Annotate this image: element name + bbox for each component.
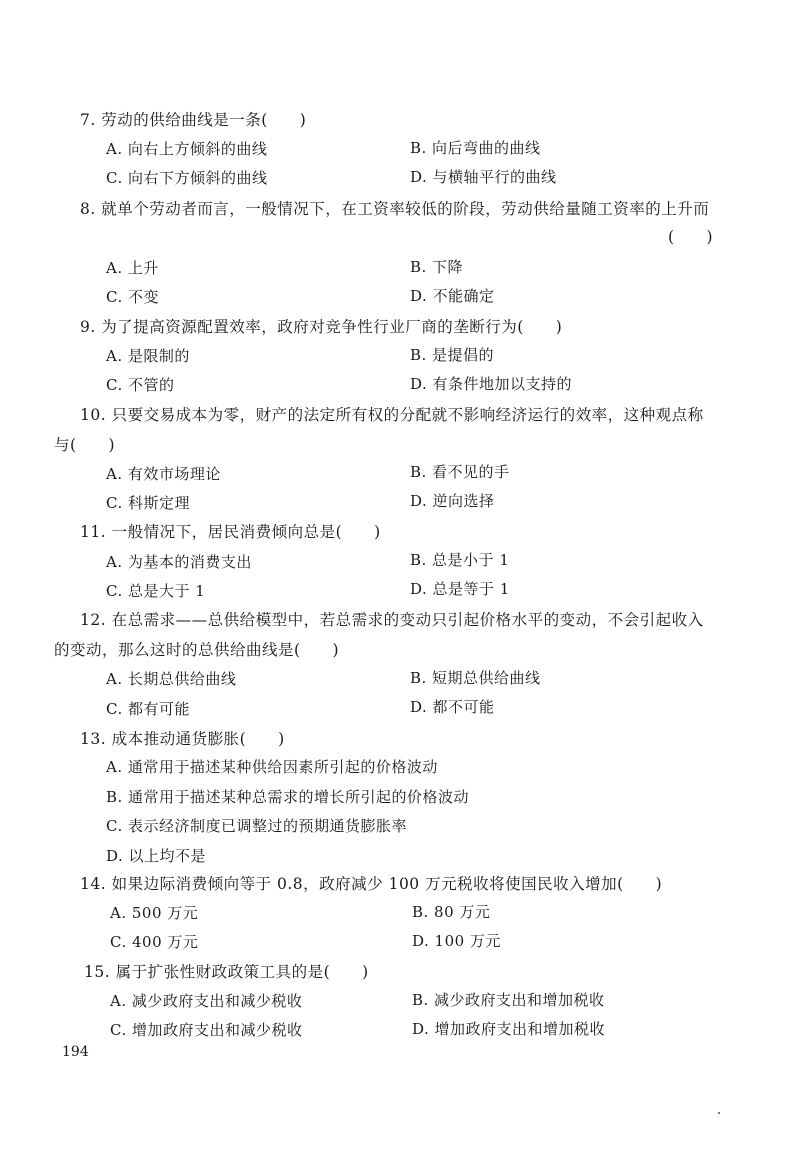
question-9-option-a: A. 是限制的: [106, 347, 190, 365]
question-12-stem-cont: 的变动，那么这时的总供给曲线是( ): [54, 641, 340, 659]
question-10-option-a: A. 有效市场理论: [106, 465, 221, 483]
question-12-stem: 12. 在总需求——总供给模型中，若总需求的变动只引起价格水平的变动，不会引起收入: [80, 611, 704, 629]
question-11-option-d: D. 总是等于 1: [410, 580, 510, 598]
question-10-stem: 10. 只要交易成本为零，财产的法定所有权的分配就不影响经济运行的效率，这种观点称: [80, 406, 704, 424]
question-14-option-a: A. 500 万元: [110, 904, 199, 922]
question-15-option-b: B. 减少政府支出和增加税收: [412, 991, 605, 1009]
question-10-option-d: D. 逆向选择: [410, 492, 495, 510]
question-8-option-b: B. 下降: [410, 258, 464, 276]
question-8-option-a: A. 上升: [106, 259, 159, 277]
question-10-option-b: B. 看不见的手: [410, 463, 510, 481]
question-9-option-b: B. 是提倡的: [410, 346, 495, 364]
question-8-stem: 8. 就单个劳动者而言，一般情况下，在工资率较低的阶段，劳动供给量随工资率的上升而: [80, 200, 710, 218]
question-7-option-b: B. 向后弯曲的曲线: [410, 139, 541, 157]
question-7-option-d: D. 与横轴平行的曲线: [410, 168, 557, 186]
question-15-option-d: D. 增加政府支出和增加税收: [412, 1020, 606, 1038]
question-15-option-c: C. 增加政府支出和减少税收: [110, 1021, 303, 1039]
question-11-option-c: C. 总是大于 1: [106, 582, 206, 600]
question-8-stem-cont: ( ): [668, 228, 714, 246]
question-14-stem: 14. 如果边际消费倾向等于 0.8，政府减少 100 万元税收将使国民收入增加( ): [80, 875, 663, 893]
question-10-stem-cont: 与( ): [54, 436, 116, 454]
question-13-option-c: C. 表示经济制度已调整过的预期通货膨胀率: [106, 817, 407, 835]
question-13-option-b: B. 通常用于描述某种总需求的增长所引起的价格波动: [106, 788, 470, 806]
question-9-option-c: C. 不管的: [106, 376, 175, 394]
question-13-option-a: A. 通常用于描述某种供给因素所引起的价格波动: [106, 758, 438, 776]
question-13-stem: 13. 成本推动通货膨胀( ): [80, 730, 285, 748]
question-14-option-c: C. 400 万元: [110, 933, 199, 951]
question-15-option-a: A. 减少政府支出和减少税收: [110, 992, 303, 1010]
question-14-option-b: B. 80 万元: [412, 903, 491, 921]
question-12-option-b: B. 短期总供给曲线: [410, 669, 541, 687]
question-12-option-c: C. 都有可能: [106, 700, 190, 718]
question-7-option-a: A. 向右上方倾斜的曲线: [106, 140, 268, 158]
question-15-stem: 15. 属于扩张性财政政策工具的是( ): [84, 963, 369, 981]
question-13-option-d: D. 以上均不是: [106, 847, 207, 865]
page-number: 194: [62, 1044, 89, 1060]
scan-speck: [718, 1112, 720, 1114]
question-9-stem: 9. 为了提高资源配置效率，政府对竞争性行业厂商的垄断行为( ): [80, 318, 563, 336]
question-12-option-d: D. 都不可能: [410, 698, 495, 716]
question-12-option-a: A. 长期总供给曲线: [106, 670, 237, 688]
question-8-option-d: D. 不能确定: [410, 287, 495, 305]
question-11-stem: 11. 一般情况下，居民消费倾向总是( ): [80, 523, 381, 541]
question-8-option-c: C. 不变: [106, 288, 159, 306]
question-11-option-b: B. 总是小于 1: [410, 551, 510, 569]
question-9-option-d: D. 有条件地加以支持的: [410, 375, 573, 393]
question-14-option-d: D. 100 万元: [412, 932, 501, 950]
question-7-option-c: C. 向右下方倾斜的曲线: [106, 169, 268, 187]
question-11-option-a: A. 为基本的消费支出: [106, 553, 252, 571]
question-10-option-c: C. 科斯定理: [106, 494, 190, 512]
question-7-stem: 7. 劳动的供给曲线是一条( ): [80, 111, 307, 129]
